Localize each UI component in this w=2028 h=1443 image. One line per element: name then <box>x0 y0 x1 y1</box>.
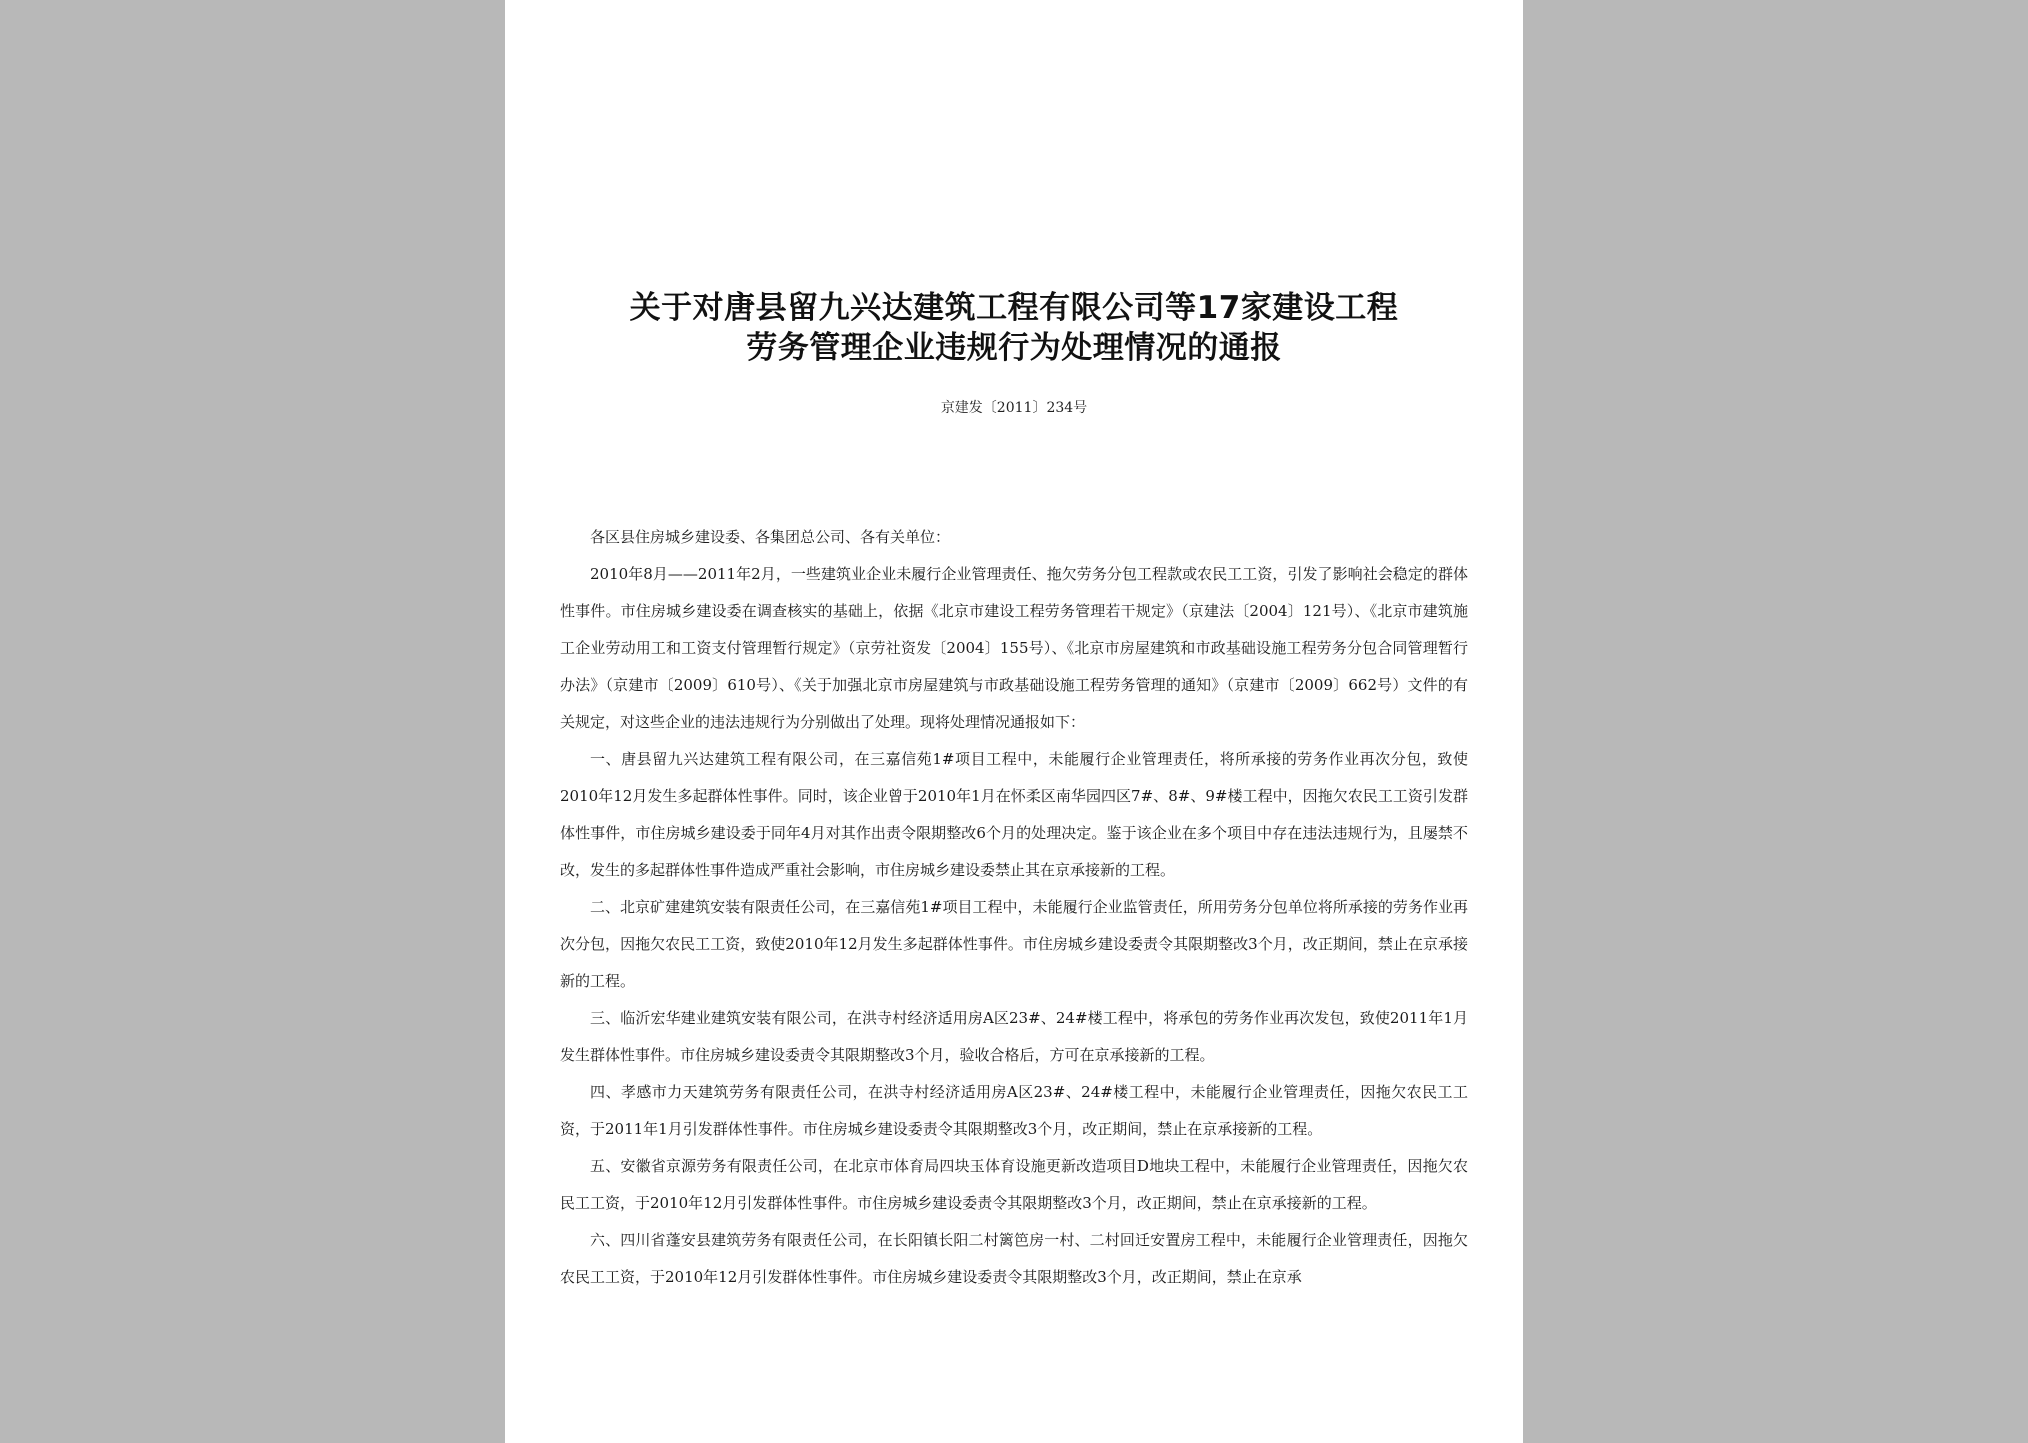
document-number: 京建发〔2011〕234号 <box>940 400 1088 416</box>
document-body <box>560 519 1468 1296</box>
salutation: 各区县住房城乡建设委、各集团总公司、各有关单位： <box>590 528 951 546</box>
title-line-2: 劳务管理企业违规行为处理情况的通报 <box>746 330 1282 366</box>
paragraph-item-6: 六、四川省蓬安县建筑劳务有限责任公司，在长阳镇长阳二村篱笆房一村、二村回迁安置房工程中，未能履行企业管理责任，因拖欠农民工工资，于2010年12月引发群体性事件。市住房城乡建设委责令其限期整改3个月，改正期间，禁止在京承 <box>560 1231 1468 1286</box>
paragraph-item-3: 三、临沂宏华建业建筑安装有限公司，在洪寺村经济适用房A区23#、24#楼工程中，将承包的劳务作业再次发包，致使2011年1月发生群体性事件。市住房城乡建设委责令其限期整改3个月，验收合格后，方可在京承接新的工程。 <box>560 1009 1468 1064</box>
paragraph-item-5: 五、安徽省京源劳务有限责任公司，在北京市体育局四块玉体育设施更新改造项目D地块工程中，未能履行企业管理责任，因拖欠农民工工资，于2010年12月引发群体性事件。市住房城乡建设委责令其限期整改3个月，改正期间，禁止在京承接新的工程。 <box>560 1157 1468 1212</box>
paragraph-item-2: 二、北京矿建建筑安装有限责任公司，在三嘉信苑1#项目工程中，未能履行企业监管责任，所用劳务分包单位将所承接的劳务作业再次分包，因拖欠农民工工资，致使2010年12月发生多起群体性事件。市住房城乡建设委责令其限期整改3个月，改正期间，禁止在京承接新的工程。 <box>560 898 1468 990</box>
paragraph-intro: 2010年8月——2011年2月，一些建筑业企业未履行企业管理责任、拖欠劳务分包工程款或农民工工资，引发了影响社会稳定的群体性事件。市住房城乡建设委在调查核实的基础上，依据《北京市建设工程劳务管理若干规定》（京建法〔2004〕121号）、《北京市建筑施工企业劳动用工和工资支付管理暂行规定》（京劳社资发〔2004〕155号）、《北京市房屋建筑和市政基础设施工程劳务分包合同管理暂行办法》（京建市〔2009〕610号）、《关于加强北京市房屋建筑与市政基础设施工程劳务管理的通知》（京建市〔2009〕662号）文件的有关规定，对这些企业的违法违规行为分别做出了处理。现将处理情况通报如下： <box>560 565 1468 731</box>
document-title <box>505 288 1523 368</box>
document-page <box>505 0 1523 1443</box>
title-line-1: 关于对唐县留九兴达建筑工程有限公司等17家建设工程 <box>629 290 1399 326</box>
paragraph-item-4: 四、孝感市力天建筑劳务有限责任公司，在洪寺村经济适用房A区23#、24#楼工程中，未能履行企业管理责任，因拖欠农民工工资，于2011年1月引发群体性事件。市住房城乡建设委责令其限期整改3个月，改正期间，禁止在京承接新的工程。 <box>560 1083 1468 1138</box>
paragraph-item-1: 一、唐县留九兴达建筑工程有限公司，在三嘉信苑1#项目工程中，未能履行企业管理责任，将所承接的劳务作业再次分包，致使2010年12月发生多起群体性事件。同时，该企业曾于2010年1月在怀柔区南华园四区7#、8#、9#楼工程中，因拖欠农民工工资引发群体性事件，市住房城乡建设委于同年4月对其作出责令限期整改6个月的处理决定。鉴于该企业在多个项目中存在违法违规行为，且屡禁不改，发生的多起群体性事件造成严重社会影响，市住房城乡建设委禁止其在京承接新的工程。 <box>560 750 1468 879</box>
